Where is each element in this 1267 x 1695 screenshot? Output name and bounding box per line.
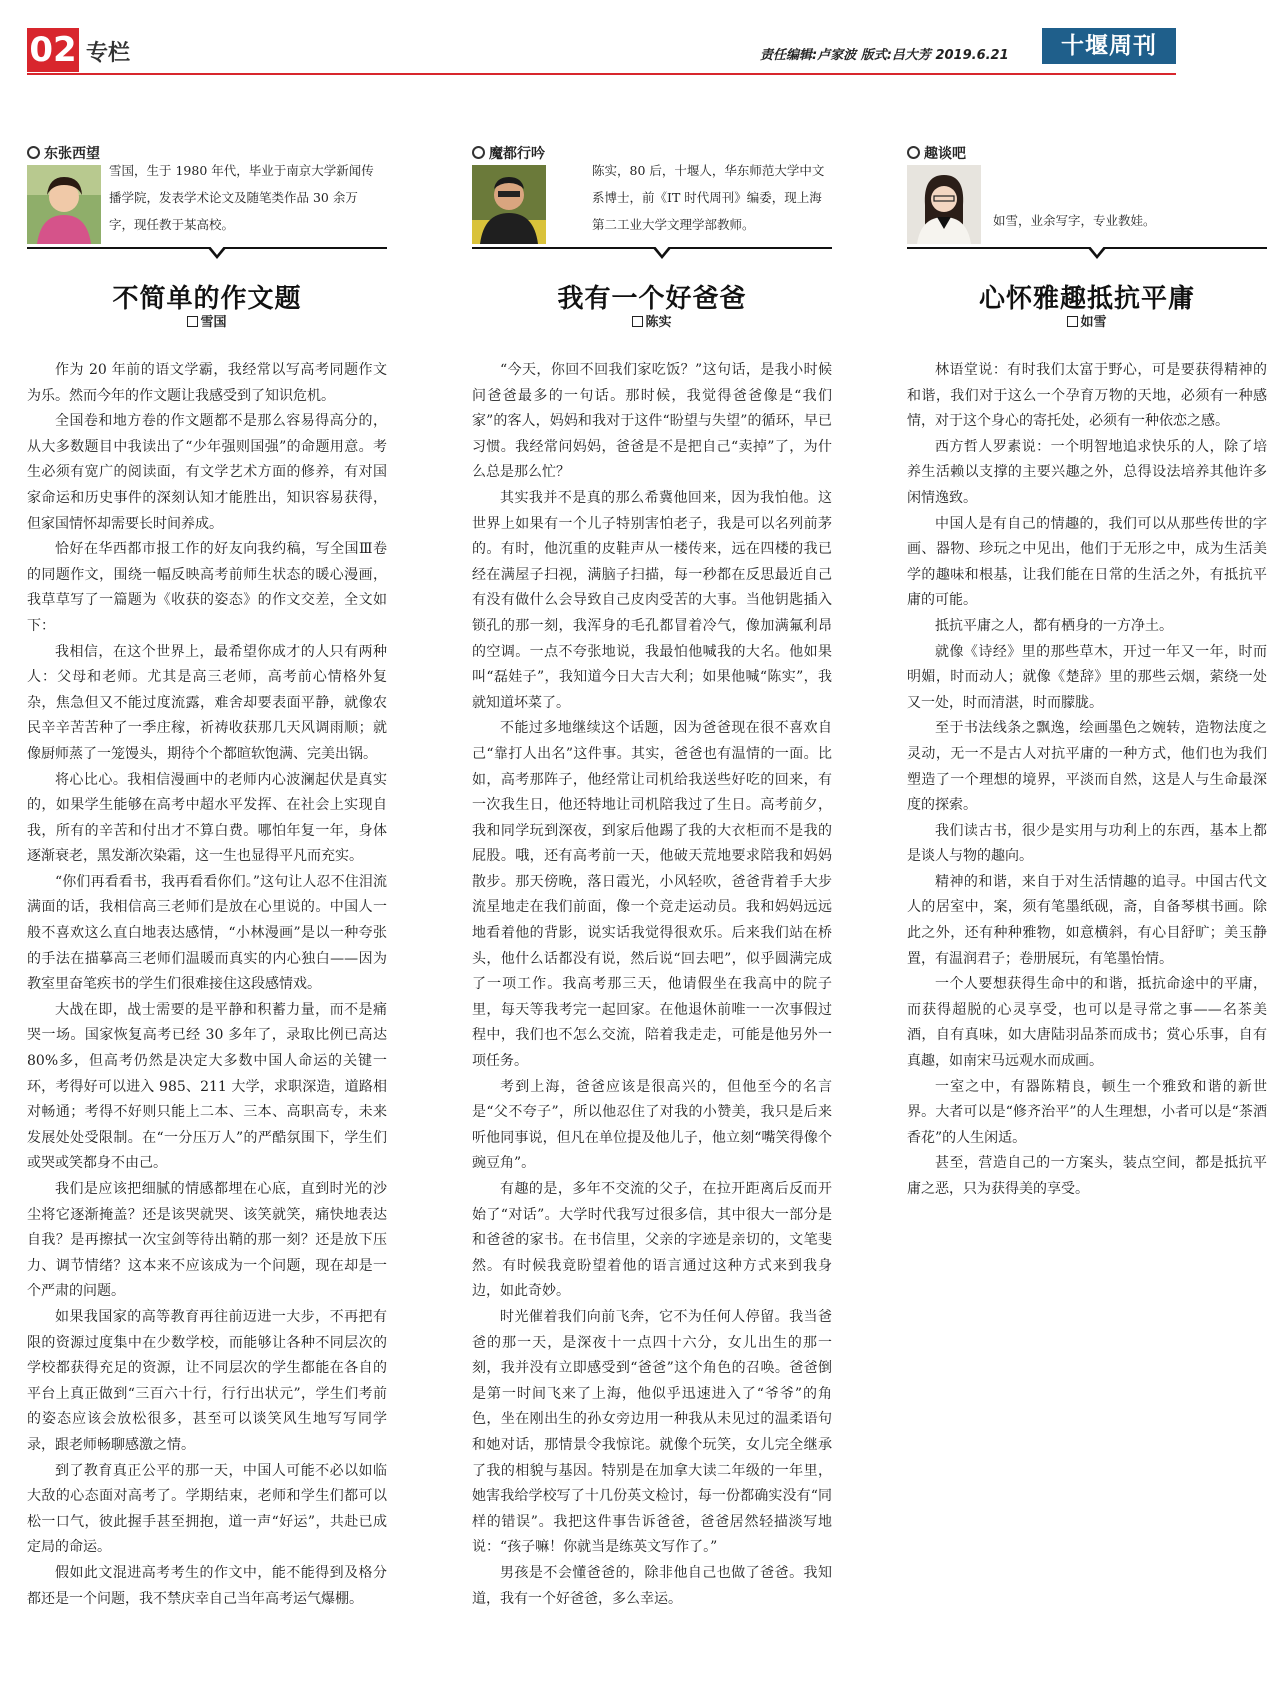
header-divider xyxy=(27,73,1176,75)
column-name: 趣谈吧 xyxy=(907,143,966,163)
paragraph: 恰好在华西都市报工作的好友向我约稿，写全国Ⅲ卷的同题作文，围绕一幅反映高考前师生状态的暖心漫画，我草草写了一篇题为《收获的姿态》的作文交差，全文如下： xyxy=(27,541,387,634)
author-bio: 如雪，业余写字，专业教娃。 xyxy=(993,213,1156,228)
author-bio: 雪国，生于 1980 年代，毕业于南京大学新闻传播学院，发表学术论文及随笔类作品 30 余万字，现任教于某高校。 xyxy=(109,163,374,232)
column-name: 魔都行吟 xyxy=(472,143,545,163)
article-author: 陈实 xyxy=(472,311,832,330)
paragraph: “今天，你回不回我们家吃饭？”这句话，是我小时候问爸爸最多的一句话。那时候，我觉得爸爸像是“我们家”的客人，妈妈和我对于这件“盼望与失望”的循环，早已习惯。我经常问妈妈，爸爸是不是把自己“卖掉”了，为什么总是那么忙？ xyxy=(472,362,832,481)
paragraph: 全国卷和地方卷的作文题都不是那么容易得高分的，从大多数题目中我读出了“少年强则国强”的命题用意。考生必须有宽广的阅读面，有文学艺术方面的修养，有对国家命运和历史事件的深刻认知才能胜出，知识容易获得，但家国情怀却需要长时间养成。 xyxy=(27,413,387,532)
article-title: 我有一个好爸爸 xyxy=(557,284,747,314)
paragraph: 我们是应该把细腻的情感都埋在心底，直到时光的沙尘将它逐渐掩盖？还是该哭就哭、该笑就笑，痛快地表达自我？是再擦拭一次宝剑等待出鞘的那一刻？还是放下压力、调节情绪？这本来不应该成为一个问题，现在却是一个严肃的问题。 xyxy=(27,1181,387,1300)
divider-notch xyxy=(1087,247,1107,259)
page-header xyxy=(0,0,1200,80)
column-name: 东张西望 xyxy=(27,143,100,163)
paragraph: 我们读古书，很少是实用与功利上的东西，基本上都是谈人与物的趣向。 xyxy=(907,822,1267,865)
paragraph: 男孩是不会懂爸爸的，除非他自己也做了爸爸。我知道，我有一个好爸爸，多么幸运。 xyxy=(472,1564,832,1607)
section-name: 专栏 xyxy=(86,41,131,66)
paragraph: 到了教育真正公平的那一天，中国人可能不必以如临大敌的心态面对高考了。学期结束，老师和学生们都可以松一口气，彼此握手甚至拥抱，道一声“好运”，共赴已成定局的命运。 xyxy=(27,1462,387,1556)
paragraph: 其实我并不是真的那么希冀他回来，因为我怕他。这世界上如果有一个儿子特别害怕老子，我是可以名列前茅的。有时，他沉重的皮鞋声从一楼传来，远在四楼的我已经在满屋子扫视，满脑子扫描，每一秒都在反思最近自己有没有做什么会导致自己皮肉受苦的大事。当他钥匙插入锁孔的那一刻，我浑身的毛孔都冒着冷气，像加满氟利昂的空调。一点不夸张地说，我最怕他喊我的大名。他如果叫“磊娃子”，我知道今日大吉大利；如果他喊“陈实”，我就知道坏菜了。 xyxy=(472,489,832,711)
paragraph: 一个人要想获得生命中的和谐，抵抗命途中的平庸，而获得超脱的心灵享受，也可以是寻常之事——名茶美酒，自有真味，如大唐陆羽品茶而成书；赏心乐事，自有真趣，如南宋马远观水而成画。 xyxy=(907,976,1267,1070)
paragraph: 西方哲人罗素说：一个明智地追求快乐的人，除了培养生活赖以支撑的主要兴趣之外，总得设法培养其他许多闲情逸致。 xyxy=(907,438,1267,506)
article-title: 不简单的作文题 xyxy=(112,284,302,314)
paragraph: 作为 20 年前的语文学霸，我经常以写高考同题作文为乐。然而今年的作文题让我感受到了知识危机。 xyxy=(27,362,387,404)
paragraph: 大战在即，战士需要的是平静和积蓄力量，而不是痛哭一场。国家恢复高考已经 30 多年了，录取比例已高达 80%多，但高考仍然是决定大多数中国人命运的关键一环，考得好可以进入 985、211 大学，求职深造，道路相对畅通；考得不好则只能上二本、三本、高职高专，未来发展处处受限制。在“一分压万人”的严酷氛围下，学生们或哭或笑都身不由己。 xyxy=(27,1001,387,1172)
article-body xyxy=(27,358,387,1612)
bullet-icon xyxy=(907,146,920,159)
article-author: 雪国 xyxy=(27,311,387,330)
page-number: 02 xyxy=(27,28,79,72)
paragraph: 抵抗平庸之人，都有栖身的一方净土。 xyxy=(935,617,1173,634)
paragraph: 假如此文混进高考考生的作文中，能不能得到及格分都还是一个问题，我不禁庆幸自己当年高考运气爆棚。 xyxy=(27,1564,387,1607)
author-bio: 陈实，80 后，十堰人，华东师范大学中文系博士，前《IT 时代周刊》编委，现上海第二工业大学文理学部教师。 xyxy=(592,163,825,232)
masthead-logo: 十堰周刊 xyxy=(1042,28,1176,64)
article-author: 如雪 xyxy=(907,311,1267,330)
bullet-icon xyxy=(27,146,40,159)
paragraph: 如果我国家的高等教育再往前迈进一大步，不再把有限的资源过度集中在少数学校，而能够让各种不同层次的学校都获得充足的资源，让不同层次的学生都能在各自的平台上真正做到“三百六十行，行行出状元”，学生们考前的姿态应该会放松很多，甚至可以谈笑风生地写写同学录，跟老师畅聊感激之情。 xyxy=(27,1308,387,1453)
bullet-icon xyxy=(472,146,485,159)
author-photo xyxy=(907,165,981,244)
paragraph: 考到上海，爸爸应该是很高兴的，但他至今的名言是“父不夸子”，所以他忍住了对我的小赞美，我只是后来听他同事说，但凡在单位提及他儿子，他立刻“嘴笑得像个豌豆角”。 xyxy=(472,1078,832,1172)
paragraph: 就像《诗经》里的那些草木，开过一年又一年，时而明媚，时而动人；就像《楚辞》里的那些云烟，萦绕一处又一处，时而清湛，时而朦胧。 xyxy=(907,643,1267,711)
paragraph: 我相信，在这个世界上，最希望你成才的人只有两种人：父母和老师。尤其是高三老师，高考前心情格外复杂，焦急但又不能过度流露，难舍却要表面平静，就像农民辛辛苦苦种了一季庄稼，祈祷收获那几天风调雨顺；就像厨师蒸了一笼馒头，期待个个都暄软饱满、完美出锅。 xyxy=(27,643,387,762)
paragraph: 至于书法线条之飘逸，绘画墨色之婉转，造物法度之灵动，无一不是古人对抗平庸的一种方式，他们也为我们塑造了一个理想的境界，平淡而自然，这是人与生命最深度的探索。 xyxy=(907,720,1267,814)
paragraph: 林语堂说：有时我们太富于野心，可是要获得精神的和谐，我们对于这么一个孕育万物的天地，必须有一种感情，对于这个身心的寄托处，必须有一种依恋之感。 xyxy=(907,362,1267,430)
paragraph: 精神的和谐，来自于对生活情趣的追寻。中国古代文人的居室中，案，须有笔墨纸砚，斋，自备琴棋书画。除此之外，还有种种雅物，如意横斜，有心目舒旷；美玉静置，有温润君子；卷册展玩，有笔墨怡情。 xyxy=(907,873,1267,967)
paragraph: 不能过多地继续这个话题，因为爸爸现在很不喜欢自己“靠打人出名”这件事。其实，爸爸也有温情的一面。比如，高考那阵子，他经常让司机给我送些好吃的回来，有一次我生日，他还特地让司机陪我过了生日。高考前夕，我和同学玩到深夜，到家后他踢了我的大衣柜而不是我的屁股。哦，还有高考前一天，他破天荒地要求陪我和妈妈散步。那天傍晚，落日霞光，小风轻吹，爸爸背着手大步流星地走在我们前面，像一个竞走运动员。我和妈妈远远地看着他的背影，说实话我觉得很欢乐。后来我们站在桥头，他什么话都没有说，然后说“回去吧”，似乎圆满完成了一项工作。我高考那三天，他请假坐在我高中的院子里，每天等我考完一起回家。在他退休前唯一一次事假过程中，我们也不怎么交流，陪着我走走，可能是他另外一项任务。 xyxy=(472,720,832,1070)
paragraph: 中国人是有自己的情趣的，我们可以从那些传世的字画、器物、珍玩之中见出，他们于无形之中，成为生活美学的趣味和根基，让我们能在日常的生活之外，有抵抗平庸的可能。 xyxy=(907,515,1267,609)
author-photo xyxy=(27,165,101,244)
author-photo xyxy=(472,165,546,244)
article-body xyxy=(472,358,832,1612)
paragraph: 将心比心。我相信漫画中的老师内心波澜起伏是真实的，如果学生能够在高考中超水平发挥、在社会上实现自我，所有的辛苦和付出才不算白费。哪怕年复一年，身体逐渐衰老，黑发渐次染霜，这一生也显得平凡而充实。 xyxy=(27,771,387,865)
article-title: 心怀雅趣抵抗平庸 xyxy=(978,284,1195,314)
divider-notch xyxy=(652,247,672,259)
paragraph: 一室之中，有器陈精良，顿生一个雅致和谐的新世界。大者可以是“修齐治平”的人生理想，小者可以是“茶酒香花”的人生闲适。 xyxy=(907,1078,1267,1146)
paragraph: 甚至，营造自己的一方案头，装点空间，都是抵抗平庸之恶，只为获得美的享受。 xyxy=(907,1155,1267,1197)
paragraph: 有趣的是，多年不交流的父子，在拉开距离后反而开始了“对话”。大学时代我写过很多信，其中很大一部分是和爸爸的家书。在书信里，父亲的字迹是亲切的，文笔斐然。有时候我竟盼望着他的语言通过这种方式来到我身边，如此奇妙。 xyxy=(472,1181,832,1300)
editor-line: 责任编辑:卢家波 版式:吕大芳 2019.6.21 xyxy=(760,48,1009,63)
paragraph: 时光催着我们向前飞奔，它不为任何人停留。我当爸爸的那一天，是深夜十一点四十六分，女儿出生的那一刻，我并没有立即感受到“爸爸”这个角色的召唤。爸爸倒是第一时间飞来了上海，他似乎迅速进入了“爷爷”的角色，坐在刚出生的孙女旁边用一种我从未见过的温柔语句和她对话，那情景令我惊诧。就像个玩笑，女儿完全继承了我的相貌与基因。特别是在加拿大读二年级的一年里，她害我给学校写了十几份英文检讨，每一份都确实没有“同样的错误”。我把这件事告诉爸爸，爸爸居然轻描淡写地说：“孩子嘛！你就当是练英文写作了。” xyxy=(472,1308,832,1556)
paragraph: “你们再看看书，我再看看你们。”这句让人忍不住泪流满面的话，我相信高三老师们是放在心里说的。中国人一般不喜欢这么直白地表达感情，“小林漫画”是以一种夸张的手法在描摹高三老师们温暖而真实的内心独白——因为教室里奋笔疾书的学生们很难接住这段感情戏。 xyxy=(27,873,387,993)
article-body xyxy=(907,358,1267,1203)
divider-notch xyxy=(207,247,227,259)
